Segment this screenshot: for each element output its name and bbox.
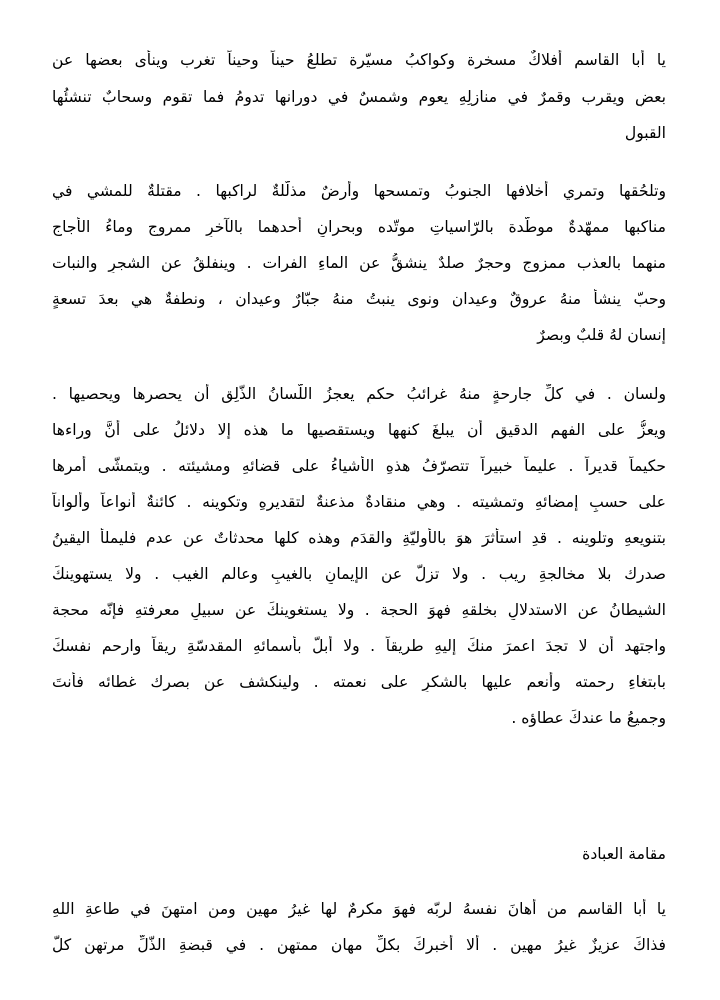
text-line: ولسان . في كلِّ جارحةٍ منهُ غرائبُ حكمٍ يعجزُ اللّسانُ الذّلِق أن يحصرها ويحصيها . (52, 385, 666, 403)
text-line: منهما بالعذب ممزوج وحجرٌ صلدٌ ينشقُّ عن الماءِ الفرات . وينفلقُ عن الشجرِ والنبات (52, 254, 666, 272)
text-line: ويعزُّ على الفهمِ الدقيقِ أن يبلغَ كنهها ويستقصيها ما هذه إلا دلائلُ على أنَّ وراءها (52, 421, 666, 439)
text-line: يا أبا القاسم من أهانَ نفسهُ لربّه فهوَ مكرمٌ لها غيرُ مهين ومنِ امتهنَ في طاعةِ اللهِ (52, 900, 666, 918)
text-line: فذاكَ عزيزٌ غيرُ مهين . ألا أخبركَ بكلِّ مهان ممتهن . في قبضةِ الذّلِّ مرتهن كلُّ (52, 936, 666, 954)
text-line: صدرك بلا مخالجةِ ريب . ولا تزلّ عن الإيمانِ بالغيبِ وعالمِ الغيب . ولا يستهوينكَ (52, 565, 666, 583)
text-line: بابتغاءِ رحمته وأنعم عليها بالشكرِ على نعمته . ولينكشف عن بصرك غطائه فأنتَ (52, 673, 666, 691)
text-line: إنسان لهُ قلبٌ وبصرٌ (537, 326, 666, 344)
text-line: الشيطانُ عن الاستدلالِ بخلقهِ فهوَ الحجة . ولا يستغوينكَ عن سبيلِ معرفتهِ فإنّه محجة (52, 601, 666, 619)
text-line: على حسبِ إمضائهِ وتمشيته . وهي منقادةٌ مذعنةٌ لتقديرهِ وتكوينه . كائنةٌ أنواعاً وألواناً (52, 493, 666, 511)
text-line: وجميعُ ما عندكَ عطاؤه . (511, 709, 666, 727)
text-line: بتنويعهِ وتلوينه . قدِ استأثرَ هوَ بالأوليّةِ والقدَمِ وهذه كلها محدثاتٌ عن عدم فليملأ اليقينُ (52, 529, 666, 547)
text-line: القبول (624, 124, 666, 142)
text-line: وتلحُقها وتمري أخلافها الجنوبُ وتمسحها وأرضٌ مذلّلةٌ لراكبها . مقتلةٌ للمشي في (52, 182, 666, 200)
text-line: حكيماً قديراً . عليماً خبيراً تتصرّفُ هذهِ الأشياءُ على قضائهِ ومشيئته . ويتمشّى أمرها (52, 457, 666, 475)
text-line: واجتهد أن لا تجدَ اعمرَ منكَ إليهِ طريقاً . ولا أبلَّ بأسمائهِ المقدسّةِ ريقاً وارحم نفسكَ (52, 637, 666, 655)
text-line: بعضٍ ويقرب وقمرٌ في منازلِهِ يعوم وشمسٌ في دورانها تدومُ فما تقوم وسحابٌ تنشئُها (52, 88, 666, 106)
text-line: مناكبها ممهّدةٌ موطّدة بالرّاسياتِ موتّده وبحرانِ أحدهما بالآخرِ ممروج وماءُ الأجاج (52, 218, 666, 236)
text-line: يا أبا القاسم أفلاكٌ مسخرة وكواكبُ مسيّرة تطلعُ حيناً وحيناً تغرب وينأى بعضها عن (52, 51, 666, 69)
text-line: وحبّ ينشأ منهُ عروقٌ وعيدان ونوى ينبتُ منهُ جبّارٌ وعيدان ، ونطفةٌ هي بعدَ تسعةٍ (52, 290, 666, 308)
section-heading: مقامة العبادة (582, 845, 666, 863)
